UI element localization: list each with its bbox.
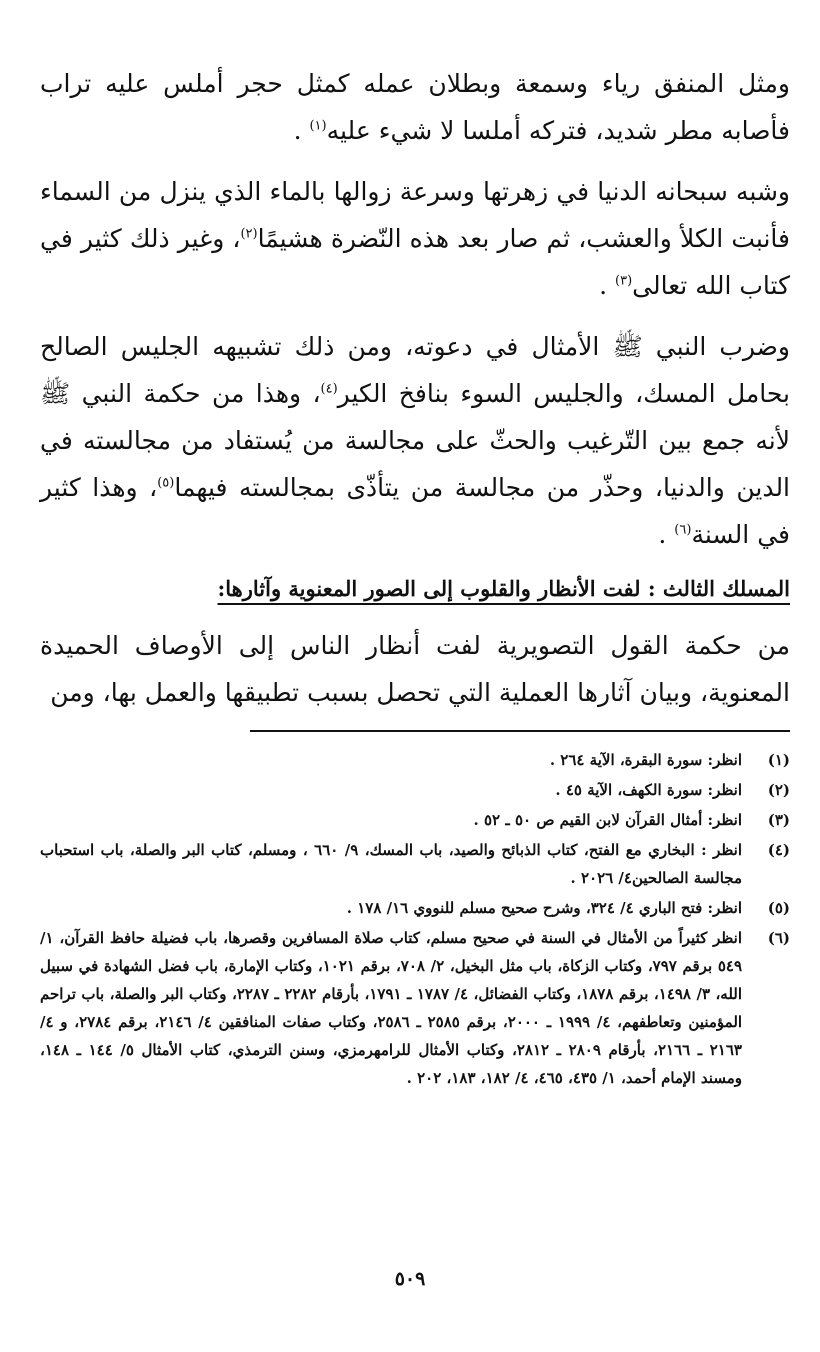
footnote-divider xyxy=(250,730,790,732)
page-number: ٥٠٩ xyxy=(394,1268,426,1290)
footnote-number: (٦) xyxy=(767,929,790,947)
paragraph-text: وضرب النبي ﷺ الأمثال في دعوته، ومن ذلك تشبيهه الجليس الصالح بحامل المسك، والجليس السوء بنافخ الكير xyxy=(40,332,790,408)
footnote-3 xyxy=(40,806,790,834)
footnote-number: (٥) xyxy=(767,899,790,917)
footnote-text: انظر: أمثال القرآن لابن القيم ص ٥٠ ـ ٥٢ . xyxy=(473,811,742,829)
footnote-1 xyxy=(40,746,790,774)
paragraph-text: ، وهذا كثير في السنة xyxy=(40,473,790,549)
footnote-6 xyxy=(40,924,790,1092)
paragraph-text: وشبه سبحانه الدنيا في زهرتها وسرعة زوالها بالماء الذي ينزل من السماء فأنبت الكلأ والعشب، ثم صار بعد هذه النّضرة هشيمًا xyxy=(40,177,791,253)
body-paragraph-1 xyxy=(40,60,790,154)
paragraph-end: . xyxy=(599,271,608,300)
footnote-text: انظر: فتح الباري ٤/ ٣٢٤، وشرح صحيح مسلم للنووي ١٦/ ١٧٨ . xyxy=(346,899,742,917)
paragraph-end: . xyxy=(658,520,667,549)
paragraph-text: من حكمة القول التصويرية لفت أنظار الناس إلى الأوصاف الحميدة المعنوية، وبيان آثارها العملية التي تحصل بسبب تطبيقها والعمل بها، ومن xyxy=(40,631,790,707)
footnote-2 xyxy=(40,776,790,804)
footnote-number: (٢) xyxy=(767,781,790,799)
footnote-ref: (٦) xyxy=(674,522,692,538)
footnote-text: انظر: سورة البقرة، الآية ٢٦٤ . xyxy=(549,751,742,769)
footnote-text: انظر كثيراً من الأمثال في السنة في صحيح مسلم، كتاب صلاة المسافرين وقصرها، باب فضيلة حافظ القرآن، ١/ ٥٤٩ برقم ٧٩٧، وكتاب الزكاة، باب مثل البخيل، ٢/ ٧٠٨، برقم ١٠٢١، وكتاب الإمارة، باب فضل الشهادة في سبيل الله، ٣/ ١٤٩٨، برقم ١٨٧٨، وكتاب الفضائل، ٤/ ١٧٨٧ ـ ١٧٩١، بأرقام ٢٢٨٢ ـ ٢٢٨٧، وكتاب البر والصلة، باب تراحم المؤمنين وتعاطفهم، ٤/ ١٩٩٩ ـ ٢٠٠٠، برقم ٢٥٨٥ ـ ٢٥٨٦، وكتاب صفات المنافقين ٤/ ٢١٤٦، برقم ٢٧٨٤، و ٤/ ٢١٦٣ ـ ٢١٦٦، بأرقام ٢٨٠٩ ـ ٢٨١٢، وكتاب الأمثال للرامهرمزي، وسنن الترمذي، كتاب الأمثال ٥/ ١٤٤ ـ ١٤٨، ومسند الإمام أحمد، ١/ ٤٣٥، ٤٦٥، ٤/ ١٨٢، ١٨٣، ٢٠٢ . xyxy=(40,929,743,1087)
paragraph-text: ، وغير ذلك كثير في كتاب الله تعالى xyxy=(40,224,790,300)
footnote-number: (١) xyxy=(767,751,790,769)
footnote-ref: (٤) xyxy=(320,381,338,397)
footnote-ref: (١) xyxy=(309,118,327,134)
paragraph-end: . xyxy=(293,116,302,145)
footnote-number: (٣) xyxy=(767,811,790,829)
section-heading: المسلك الثالث : لفت الأنظار والقلوب إلى الصور المعنوية وآثارها: xyxy=(217,576,790,601)
footnote-5 xyxy=(40,894,790,922)
paragraph-text: ومثل المنفق رياء وسمعة وبطلان عمله كمثل حجر أملس عليه تراب فأصابه مطر شديد، فتركه أملسا لا شيء عليه xyxy=(40,69,790,145)
footnote-4 xyxy=(40,836,790,892)
footnote-text: انظر : البخاري مع الفتح، كتاب الذبائح والصيد، باب المسك، ٩/ ٦٦٠ ، ومسلم، كتاب البر والصلة، باب استحباب مجالسة الصالحين٤/ ٢٠٢٦ . xyxy=(40,841,742,887)
footnote-number: (٤) xyxy=(767,841,790,859)
footnote-ref: (٣) xyxy=(615,273,633,289)
footnotes xyxy=(40,746,790,1092)
body-paragraph-4 xyxy=(40,622,790,716)
body-paragraph-3 xyxy=(40,323,790,558)
footnote-text: انظر: سورة الكهف، الآية ٤٥ . xyxy=(555,781,742,799)
footnote-ref: (٥) xyxy=(157,475,175,491)
paragraph-text: ، وهذا من حكمة النبي ﷺ لأنه جمع بين التّرغيب والحثّ على مجالسة من يُستفاد من مجالسته في الدين والدنيا، وحذّر من مجالسة من يتأذّى بمجالسته فيهما xyxy=(40,379,791,502)
footnote-ref: (٢) xyxy=(240,226,258,242)
body-paragraph-2 xyxy=(40,168,790,309)
